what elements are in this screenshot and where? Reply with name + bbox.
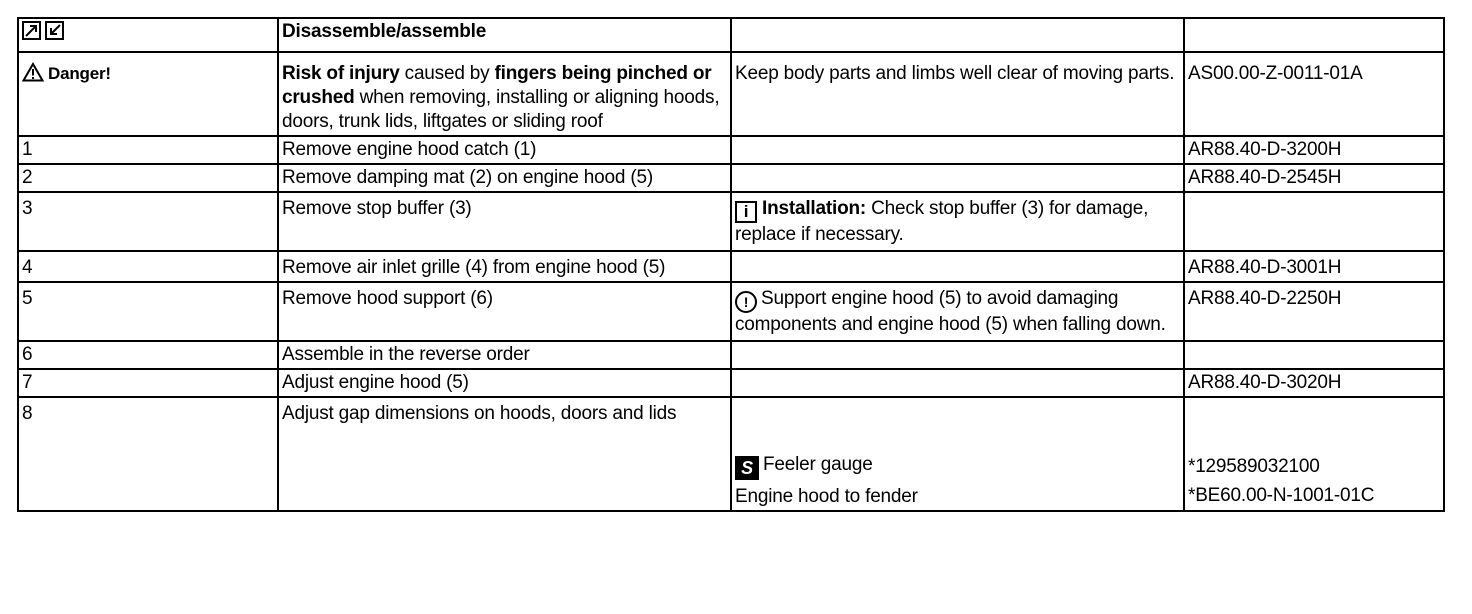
table-row: [18, 251, 1444, 282]
caution-note: Support engine hood (5) to avoid damaging components and engine hood (5) when falling down.: [735, 288, 1166, 335]
step-number: 6: [18, 341, 278, 369]
step-text: Remove damping mat (2) on engine hood (5): [278, 164, 731, 192]
step-number: 7: [18, 369, 278, 397]
risk-bold-1: Risk of injury: [282, 63, 400, 84]
step-number: 5: [18, 282, 278, 341]
step-text: Remove engine hood catch (1): [278, 136, 731, 164]
header-row: [18, 18, 1444, 52]
step-text: Adjust gap dimensions on hoods, doors and lids: [278, 397, 731, 511]
disassemble-icon: [22, 21, 41, 40]
step-note: [731, 164, 1184, 192]
info-icon: i: [735, 201, 757, 223]
step-text: Assemble in the reverse order: [278, 341, 731, 369]
danger-row: [18, 52, 1444, 136]
step-note: [731, 397, 1184, 511]
installation-note: Check stop buffer (3) for damage, replace if necessary.: [735, 198, 1149, 245]
step-text: Remove stop buffer (3): [278, 192, 731, 251]
doc-ref: *BE60.00-N-1001-01C: [1188, 485, 1375, 506]
danger-label: Danger!: [48, 64, 111, 83]
risk-bold-2: fingers being pinched or crushed: [282, 63, 712, 108]
step-note: [731, 192, 1184, 251]
step-number: 8: [18, 397, 278, 511]
step-number: 2: [18, 164, 278, 192]
step-ref: [1184, 397, 1444, 511]
step-text: Adjust engine hood (5): [278, 369, 731, 397]
step-text: Remove air inlet grille (4) from engine hood (5): [278, 251, 731, 282]
table-row: [18, 136, 1444, 164]
risk-text-1: caused by: [399, 63, 495, 84]
tool-name: Feeler gauge: [763, 454, 873, 475]
procedure-table: [17, 17, 1445, 512]
step-ref: AR88.40-D-3001H: [1184, 251, 1444, 282]
step-number: 4: [18, 251, 278, 282]
table-row: [18, 282, 1444, 341]
header-icons-cell: [18, 18, 278, 52]
assemble-icon: [45, 21, 64, 40]
risk-text-2: when removing, installing or aligning hoods, doors, trunk lids, liftgates or sliding roof: [282, 87, 720, 132]
step-ref: AR88.40-D-3020H: [1184, 369, 1444, 397]
tool-number: *129589032100: [1188, 456, 1320, 477]
step-number: 3: [18, 192, 278, 251]
step-number: 1: [18, 136, 278, 164]
step-ref: AR88.40-D-3200H: [1184, 136, 1444, 164]
installation-label: Installation:: [762, 198, 867, 219]
step-ref: AR88.40-D-2250H: [1184, 282, 1444, 341]
danger-action-cell: Keep body parts and limbs well clear of moving parts.: [731, 52, 1184, 136]
tool-note: Engine hood to fender: [735, 486, 918, 507]
danger-ref-cell: AS00.00-Z-0011-01A: [1184, 52, 1444, 136]
step-note: [731, 369, 1184, 397]
step-note: [731, 136, 1184, 164]
warning-triangle-icon: [22, 62, 44, 82]
danger-risk-cell: [278, 52, 731, 136]
step-note: [731, 341, 1184, 369]
step-note: [731, 282, 1184, 341]
table-row: [18, 397, 1444, 511]
step-note: [731, 251, 1184, 282]
caution-icon: !: [735, 291, 757, 313]
header-title: Disassemble/assemble: [278, 18, 731, 52]
table-row: [18, 341, 1444, 369]
tool-icon: S: [735, 456, 759, 480]
table-row: [18, 164, 1444, 192]
step-text: Remove hood support (6): [278, 282, 731, 341]
step-ref: AR88.40-D-2545H: [1184, 164, 1444, 192]
header-empty-cell: [731, 18, 1184, 52]
danger-label-cell: [18, 52, 278, 136]
table-row: [18, 369, 1444, 397]
header-empty-cell: [1184, 18, 1444, 52]
step-ref: [1184, 341, 1444, 369]
step-ref: [1184, 192, 1444, 251]
table-row: [18, 192, 1444, 251]
